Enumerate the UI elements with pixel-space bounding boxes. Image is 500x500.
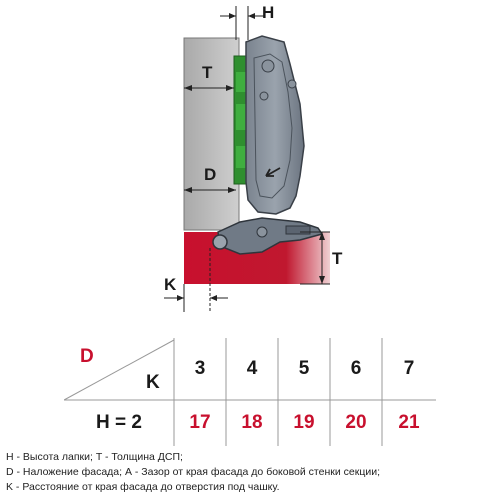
d-value-cell: 21	[398, 412, 420, 433]
k-value-cell: 6	[350, 358, 362, 379]
d-value-cell: 17	[189, 412, 211, 433]
corner-label-k: K	[146, 372, 160, 393]
cup-screw-left	[213, 235, 227, 249]
legend-line-1: H - Высота лапки; T - Толщина ДСП;	[6, 451, 183, 463]
adjust-screw-mid	[288, 80, 296, 88]
k-value-cell: 5	[298, 358, 310, 379]
d-value-cell: 18	[241, 412, 263, 433]
dim-label-h: H	[262, 3, 275, 22]
overlay-table	[64, 338, 436, 446]
legend	[6, 450, 496, 495]
corner-label-d: D	[80, 346, 94, 367]
dim-label-d: D	[204, 165, 217, 184]
d-value-cell: 19	[293, 412, 315, 433]
legend-line-3: K - Расстояние от края фасада до отверстия под чашку.	[6, 481, 280, 493]
k-value-cell: 7	[403, 358, 415, 379]
dim-label-k: K	[164, 275, 177, 294]
k-value-cell: 4	[246, 358, 258, 379]
k-value-cell: 3	[194, 358, 206, 379]
d-value-cell: 20	[345, 412, 367, 433]
dim-label-t-top: T	[202, 63, 213, 82]
row-label-h: H = 2	[96, 412, 142, 433]
adjust-screw-top	[262, 60, 274, 72]
legend-line-2: D - Наложение фасада; А - Зазор от края фасада до боковой стенки секции;	[6, 466, 380, 478]
dim-label-t-side: T	[332, 249, 343, 268]
